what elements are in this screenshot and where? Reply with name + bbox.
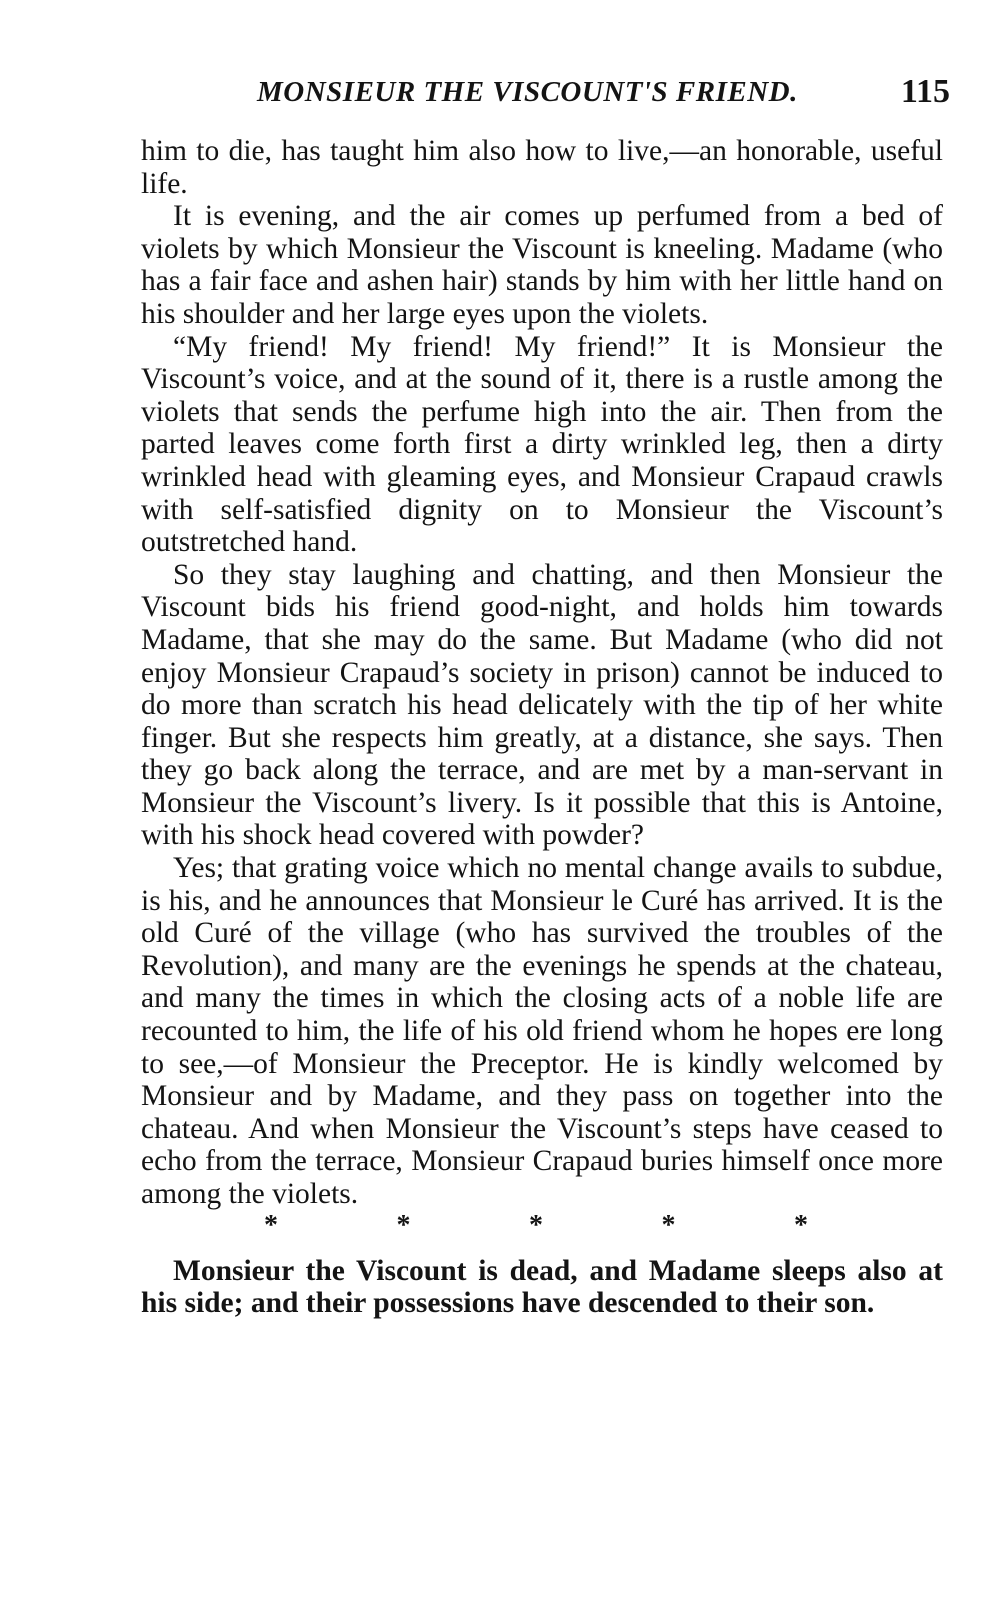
separator-asterisk: * <box>264 1209 278 1241</box>
paragraph: So they stay laughing and chatting, and then Monsieur the Viscount bids his friend good-night, and holds him towards Madame, that she may do the same. But Madame (who did not enjoy Monsieur Crapaud’s society in prison) cannot be induced to do more than scratch his head delicately with the tip of her white finger. But she respects him greatly, at a distance, she says. Then they go back along the terrace, and are met by a man-servant in Monsieur the Viscount’s livery. Is it possible that this is Antoine, with his shock head covered with powder? <box>141 558 943 852</box>
running-title: MONSIEUR THE VISCOUNT'S FRIEND. <box>257 76 798 108</box>
separator-asterisk: * <box>661 1209 676 1241</box>
page-number: 115 <box>900 73 950 110</box>
paragraph-continued: him to die, has taught him also how to live,—an honorable, useful life. <box>141 135 943 200</box>
paragraph: Yes; that grating voice which no mental change avails to subdue, is his, and he announces that Monsieur le Curé has arrived. It is the old Curé of the village (who has survived the troubles of the Revolution), and many are the evenings he spends at the chateau, and many the times in which the closing acts of a noble life are recounted to him, the life of his old friend whom he hopes ere long to see,—of Monsieur the Preceptor. He is kindly welcomed by Monsieur and by Madame, and they pass on together into the chateau. And when Monsieur the Viscount’s steps have ceased to echo from the terrace, Monsieur Crapaud buries himself once more among the violets. <box>141 852 943 1210</box>
body-text <box>141 135 943 1320</box>
section-separator <box>256 1211 816 1241</box>
separator-asterisk: * <box>396 1209 411 1241</box>
separator-asterisk: * <box>529 1209 543 1241</box>
final-paragraph: Monsieur the Viscount is dead, and Madame sleeps also at his side; and their possessions have descended to their son. <box>141 1254 943 1320</box>
paragraph: It is evening, and the air comes up perfumed from a bed of violets by which Monsieur the Viscount is kneeling. Madame (who has a fair face and ashen hair) stands by him with her little hand on his shoulder and her large eyes upon the violets. <box>141 200 943 330</box>
separator-asterisk: * <box>794 1209 808 1241</box>
paragraph: “My friend! My friend! My friend!” It is Monsieur the Viscount’s voice, and at the sound of it, there is a rustle among the violets that sends the perfume high into the air. Then from the parted leaves come forth first a dirty wrinkled leg, then a dirty wrinkled head with gleaming eyes, and Monsieur Crapaud crawls with self-satisfied dignity on to Monsieur the Viscount’s outstretched hand. <box>141 330 943 559</box>
